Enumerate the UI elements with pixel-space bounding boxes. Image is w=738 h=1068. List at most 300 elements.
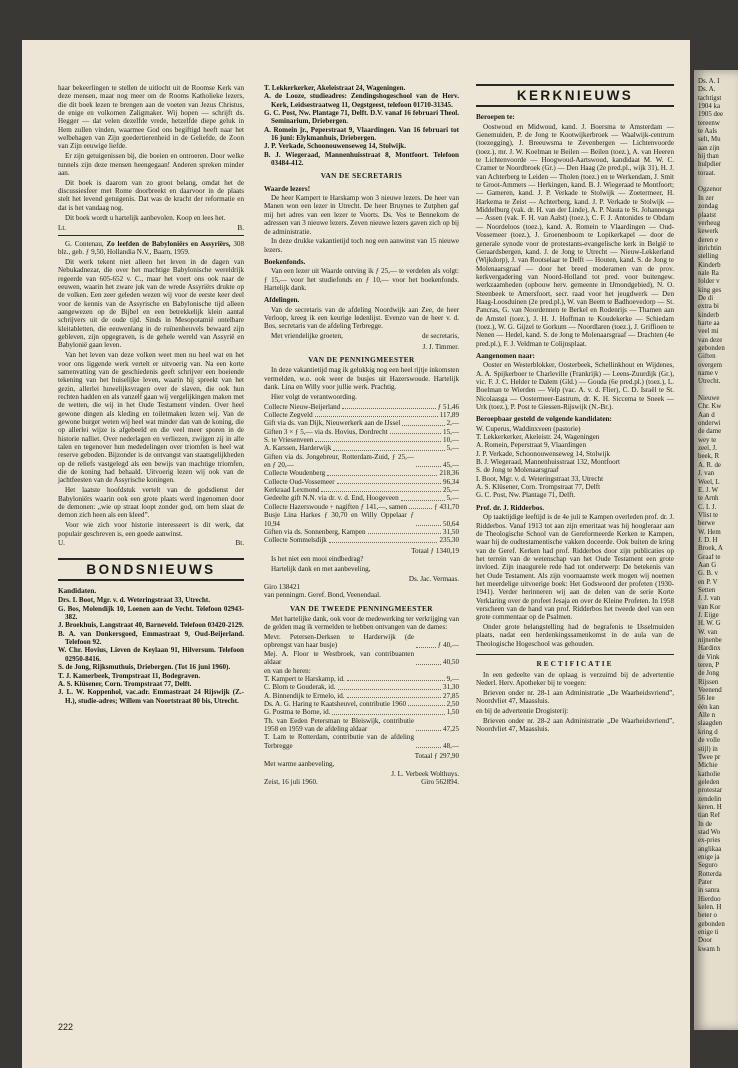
ledger-row [264, 633, 459, 650]
divider [476, 105, 674, 107]
edge-line: de dame [698, 428, 722, 436]
ledger-label: Kerkraad Lexmond [264, 486, 320, 495]
edge-line: enige ti [698, 929, 719, 937]
edge-line: kelen. H [698, 904, 722, 912]
ledger-amount: 40,50 [443, 658, 459, 667]
waarde-lezers: Waarde lezers! [264, 184, 311, 193]
edge-line: inrichtin [698, 244, 722, 252]
edge-line: anglikaa [698, 845, 722, 853]
edge-line: Utrecht. [698, 378, 721, 386]
ledger-row [264, 403, 459, 411]
review-paragraph: Dit werk tekent niet alleen het leven in de dagen van Nebukadnezar, die over het machtige Babylonische wereldrijk regeerde van 605-652 v. C., maar het voert ons ook naar de eeuwen, waarin het zware juk van de wrede Assyriërs drukte op de volken. Een zeer geleden wezen wij voor de eerste keer deel voor de kennis van de Assyrische en Babylonische tijd alleen aangewezen op de Bijbel en een betrekkelijk klein aantal schrijvers uit de oude tijd. Sinds in Mesopotamië ontelbare kleitabletten, die eeuwenlang in de ruïnenheuvels bewaard zijn gebleven, zijn opgegraven, is de gehele wereld van Assyrië en Babylonië gaan leven. [58, 258, 244, 350]
edge-line: H. W. G [698, 620, 721, 628]
ledger-label: Ds. A. G. Haring te Kaatsheuvel, contributie 1960 [264, 699, 407, 708]
list-item: A. Romein, Peperstraat 9, Vlaardingen [476, 441, 586, 450]
penning-ledger [264, 403, 459, 545]
edge-line: zeel, J. [698, 445, 717, 453]
edge-line: G. B. v [698, 570, 718, 578]
ledger-label: A. Karssen, Harderwijk [264, 444, 332, 453]
leader-dots [321, 491, 441, 492]
edge-line: te Arnh [698, 495, 719, 503]
edge-line: deren e [698, 236, 719, 244]
ledger-label: Giften 3 × ƒ 5,— via ds. Hovius, Dordrecht [264, 427, 388, 436]
ledger-amount: 96,34 [443, 477, 459, 486]
edge-line: stad Wo [698, 828, 721, 836]
intro-paragraph: Dit boek wordt u hartelijk aanbevolen. Koop en lees het. [65, 213, 226, 222]
edge-line: Veenend [698, 687, 722, 695]
kerknieuws-title: KERKNIEUWS [516, 88, 634, 103]
divider [58, 235, 244, 236]
paragraph: Hier volgt de verantwoording. [271, 392, 357, 401]
ledger-amount: 218,36 [439, 469, 459, 478]
tweede-total: Totaal ƒ 297,90 [414, 751, 459, 760]
edge-line [698, 387, 736, 395]
edge-line: kring d [698, 728, 718, 736]
ledger-label: Collecte Oud-Vossemeer [264, 477, 335, 486]
ledger-label: Giften via ds. Jongebreur, Rotterdam-Zuid, ƒ 25,— en ƒ 20,— [264, 452, 414, 470]
list-item: S. de Jong, Rijksmuthuis, Driebergen. (Tot 16 juni 1960). [58, 663, 231, 672]
penning-giro-2: van penningm. Geref. Bond, Veenendaal. [264, 591, 381, 600]
edge-line: van Kor [698, 603, 721, 611]
ledger-amount: 45,— [443, 461, 459, 470]
review-paragraph: Voor wie zich voor historie interesseert is dit werk, dat populair geschreven is, een goede aanwinst. [58, 521, 244, 538]
edge-line: stelling [698, 253, 719, 261]
leader-dots [416, 747, 441, 748]
column-middle [264, 84, 459, 789]
edge-line: 1905 dee [698, 111, 724, 119]
list-item: A. Romein jr., Peperstraat 9, Vlaardingen. Van 16 februari tot 16 juni: Elykmanhuis, Driebergen. [264, 125, 459, 143]
afdelingen-heading: Afdelingen. [264, 296, 300, 305]
edge-line: nale Ra [698, 269, 719, 277]
ledger-label: A. Binnendijk te Ermelo, id. [264, 691, 345, 700]
tweede-footer [264, 778, 459, 786]
ledger-row [264, 511, 459, 528]
ledger-amount: 15,— [443, 427, 459, 436]
leader-dots [416, 647, 436, 648]
groet [264, 332, 459, 340]
edge-line: gebonden [698, 920, 725, 928]
ledger-label: Collecte Nieuw-Beijerland [264, 402, 341, 411]
ledger-label: Th. van Eeden Petersman te Bleiswijk, contributie 1958 en 1959 van de afdeling aldaar [264, 716, 414, 733]
paragraph: Ooster en Westerblokker, Oosterbeek, Schellinkhout en Wijdenes, A. A. Spijkerboer te Charleville (Frankrijk) — Leens-Zuurdijk (Gr.), vic. F. J. C. Helder te Dalem (Gld.) — Gouda (6e pred.pl.) (toez.), L. Boelman te Wierden — Velp (vac. A. v. d. Flier), C. D. Israël te St. Nicolaasga — Oostermeer-Eastrum, dr. K. H. Siccema te Sneek — Urk (toez.), P. Post te Giessen-Rijswijk (N.-Br.). [476, 361, 674, 412]
edge-line: katholie [698, 770, 721, 778]
edge-line: Hierdoo [698, 895, 721, 903]
kandidaten-list [58, 596, 244, 704]
edge-line: kewerk [698, 228, 719, 236]
edge-line: de Vink [698, 653, 720, 661]
edge-line: de volle [698, 737, 721, 745]
edge-line: protestar [698, 787, 723, 795]
page-number: 222 [58, 1022, 74, 1032]
paragraph: Oostwoud en Midwoud, kand. J. Boersma te Amsterdam — Genemuiden, P. de Jong te Kootwijkerbroek — Waalwijk-centrum (toezegging), J. Breeuwsma te Zevenbergen — Lichtenvoorde (toez.), mr. J. W. Koelman te Beilen — Beilen (toez.), A. van Heeren te Lichtenvoorde — Hoogwoud-Aartswoud, kandidaat M. W. C. Cramer te Noordbroek (Gr.) — Den Haag (2e pred.pl., wijk 31), H. J. van Achterberg te Leiden — Tholen (toez.) en te Werkendam, J. Smit te Groot-Ammers — Herkingen, kand. B. J. Wiegeraad te Montfoort; — Gameren, kand. J. P. Verkade te Stolwijk — Zoetermeer, H. Harkema te Zeist — Achterberg, kand. J. P. Verkade te Stolwijk — Middelburg (vak. dr. H. van der Linde), A. P. Nauta te St. Johannesga — Assen (vak. F. H. van Aalst) (toez.), C. F. J. Antonides te Obdam — Noordeloos (toez.), kand. A. Romein te Vlaardingen — Oud-Vossemeer (toez.), J. Groenenboom te Lopikerkapel — door de generale synode voor de protestants-evangelische kerk in België te Geraardsbergen, kand. J. de Jong te Utrecht — Nieuw-Lekkerland (Wijkdorp), J. van Rootselaar te Delft — Houten, kand. S. de Jong te Molenaarsgraaf — door het breed moderamen van de prov. kerkvergadering van Noord-Holland tot pred. voor buitengew. werkzaamheden (opbouw herv. gemeente in IJmondgebied), N. O. Steenbeek te Amersfoort, secr. raad voor het jeugdwerk — Den Haag-Loosduinen (2e pred.pl.), W. van Beem te Badhoevedorp — St. Pancras, G. van Noordennen te Berkel en Rodenrijs — Thamen aan de Amstel (toez.), J. H. J. Hoffman te Koudekerke — Schiedam (toez.), W. G. Gijzel te Gorkum — Noordlaren (toez.), J. Griffioen te Nenen — Hedel, kand. S. de Jong te Molenaarsgraaf — Drachten (4e pred.pl.), F. J. Veldman te Colijnsplaat. [476, 122, 674, 348]
edge-line: één kan [698, 703, 720, 711]
edge-line: plaatst [698, 211, 716, 219]
penning-total: Totaal ƒ 1340,19 [411, 546, 459, 555]
beroepbaar-list [476, 425, 674, 500]
edge-line: tachtigst [698, 94, 722, 102]
edge-line: J. D. H [698, 536, 718, 544]
edge-line: Weel, L [698, 478, 720, 486]
ledger-amount: 48,— [443, 741, 459, 750]
ledger-label: T. Kampert te Harskamp, id. [264, 674, 345, 683]
edge-line: Twee pr [698, 753, 721, 761]
ledger-label: Collecte Zegveld [264, 411, 313, 420]
paragraph: Met warme aanbeveling, [264, 760, 335, 769]
aangenomen-heading: Aangenomen naar: [476, 351, 535, 360]
edge-line: Door [698, 937, 713, 945]
next-page-edge [694, 70, 738, 1030]
review-paragraph: Van het leven van deze volken weet men nu heel wat en het voor ons liggende werk vertelt er uitvoerig van. Na een korte samenvatting van de geschiedenis geeft schrijver een boeiende tekening van het huiselijke leven, waarin hij spreekt van het gezin, allerlei huwelijksvragen over de slaven, die ook hun rechten hadden en als vanzelf gaan wij vergelijkingen maken met de wetten, die wij in het Oude Testament vinden. Over heel gewone dingen als kleding en toiletmaken lezen wij. Van de gewone burger weten wij heel wat minder dan van de koning, die op allerlei wijze is afgebeeld en die veel meer sporen in de historie nalliet. Over nederlagen en verliezen, zwijgen zij in alle talen en tegenover hun mededelingen over triomfen is heel wat reserve geboden. Bijzonder is de ontvangst van staatsgelijkheden op de reliefs vastgelegd als een bewijs van machtige triomfen, die de koning had behaald. Uitvoerig lezen wij ook van de jachtfeesten van de Assyrische koningen. [58, 351, 244, 485]
list-item: W. Chr. Hovius, Lieven de Keylaan 91, Hilversum. Telefoon 02950-8416. [58, 646, 244, 663]
edge-line: gebonden [698, 345, 725, 352]
signature-left: Lt. [58, 223, 67, 232]
ledger-row [264, 478, 459, 486]
ledger-row [264, 411, 459, 419]
edge-line: A. R. de [698, 461, 721, 469]
list-item: T. J. Kamerbeek, Trompstraat 11, Bodegraven. [58, 671, 201, 680]
leader-dots [401, 500, 445, 501]
review-heading [58, 240, 244, 257]
secretaris-title: VAN DE SECRETARIS [320, 171, 403, 181]
ledger-row [264, 528, 459, 536]
edge-line: Chr. Kw [698, 403, 722, 411]
signature-right: Bt. [235, 539, 244, 548]
ledger-label: Collecte Hazerswoude + nagiften ƒ 141,—, samen [264, 502, 408, 511]
ledger-row [264, 717, 459, 734]
edge-line: Setten [698, 586, 716, 594]
tweede-title: VAN DE TWEEDE PENNINGMEESTER [290, 603, 433, 613]
leader-dots [416, 466, 441, 467]
ledger-amount: 27,85 [443, 691, 459, 700]
edge-line: overgem [698, 361, 722, 369]
signature-left: U. [58, 539, 65, 548]
edge-line: selt, Mu [698, 136, 721, 144]
edge-line: Ds. A. I [698, 78, 720, 85]
list-item: J. L. W. Koppenhol, vac.adr. Emmastraat 24 Rijswijk (Z.-H.), studie-adres; Willem van Noortstraat 80 bis, Utrecht. [58, 688, 244, 705]
edge-line: ex-pries [698, 837, 721, 845]
ledger-row [264, 708, 459, 716]
signature-right: B. [237, 223, 244, 232]
edge-line: slaagden [698, 720, 723, 728]
edge-line: beek, R [698, 453, 720, 461]
next-page-text [698, 78, 736, 954]
list-item: J. P. Verkade, Schoonouwenseweg 14, Stolwijk. [264, 142, 407, 151]
edge-line: onderwi [698, 420, 721, 428]
edge-line: toraat. [698, 169, 716, 177]
leader-dots [327, 475, 437, 476]
ledger-amount: 5,— [446, 494, 459, 503]
edge-line: tian Ref [698, 812, 721, 820]
paragraph: Is het niet een mooi eindbedrag? [271, 554, 364, 563]
edge-line: king ges [698, 286, 722, 294]
edge-line: extra bi [698, 303, 719, 311]
review-title: Zo leefden de Babyloniërs en Assyriërs, [106, 239, 231, 248]
leader-dots [315, 441, 441, 442]
ledger-label: C. Blom te Gouderak, id. [264, 683, 336, 692]
ledger-amount: 1,50 [446, 708, 459, 717]
edge-line: Vlist te [698, 511, 719, 519]
ledger-amount: 31,50 [443, 527, 459, 536]
ledger-label: G. Postma te Borne, id. [264, 708, 331, 717]
list-item: B. A. van Donkersgoed, Emmastraat 9, Oud-Beijerland. Telefoon 92. [58, 629, 244, 647]
edge-line: Aan d [698, 411, 715, 419]
ledger-amount: 2,50 [446, 699, 459, 708]
leader-dots [329, 542, 438, 543]
ledger-row [264, 444, 459, 452]
edge-line: verheug [698, 219, 721, 227]
edge-line: geleden [698, 778, 720, 786]
edge-line: name v [698, 370, 719, 378]
penning-giro: Giro 138421 [264, 582, 301, 591]
edge-line: aan zijn [698, 144, 720, 152]
ledger-row [264, 536, 459, 544]
ledger-amount: 9,— [446, 674, 459, 683]
ledger-amount: 117,89 [439, 411, 459, 420]
paragraph: Op taaktijdige leeftijd is de 4e juli te Kampen overleden prof. dr. J. Ridderbos. Vanaf 1913 tot aan zijn emeritaat was hij hoogleraar aan de Theologische School van de Gereformeerde Kerken te Kampen, waar hij de oudtestamentische vakken doceerde. Ook buiten de kring van de Geref. Kerken had prof. Ridderbos door zijn publicaties op het terrein van de wetenschap van het Oude Testament een grote invloed. Zijn inaugurele rede had tot onderwerp: De betekenis van het Oude Testament. Als zijn voornaamste werk mogen wij noemen het meerdelige uitvoerige boek: Het Godswoord der profeten (1930-1941). Verder herinneren wij aan de delen van de serie Korte Verklaring over de profeet Jesaja en over de Kleine Profeten. In 1958 verscheen van de hand van prof. Ridderbos het tweede deel van een grote commentaar op de Psalmen. [476, 513, 674, 622]
list-item: W. Cuperus, Waddinxveen (pastorie) [476, 424, 581, 433]
ledger-row [264, 733, 459, 750]
list-item: T. Lekkerkerker, Akeleistr. 24, Wageningen [476, 433, 600, 442]
intro-paragraph: Dit boek is daarom van zo groot belang, omdat het de discussiesfeer met Rome doorbreekt en daarvoor in de plaats stelt het levend getuigenis. Dat was de kracht der reformatie en dat is het vandaag nog. [58, 178, 244, 212]
edge-line [698, 178, 736, 186]
paragraph: Brieven onder nr. 28-1 aan Administratie „De Waarheidsvriend”, Noordvliet 47, Maassluis. [476, 688, 674, 706]
divider [476, 84, 674, 86]
edge-line: J. van [698, 470, 715, 478]
leader-dots [347, 680, 445, 681]
ledger-amount: 31,30 [443, 683, 459, 692]
edge-line: Alle n [698, 712, 716, 720]
edge-line: nijnenbe [698, 637, 722, 645]
leader-dots [332, 714, 444, 715]
signature [58, 539, 244, 547]
edge-line: enige ja [698, 853, 720, 861]
edge-line: J. Eijge [698, 612, 719, 619]
ledger-row [264, 486, 459, 494]
edge-line: Michie [698, 762, 718, 770]
intro-paragraph: Er zijn getuigenissen bij, die boeien en ontroeren. Door welke tunnels zijn deze mensen heengegaan! Anderen spreken minder aan. [58, 152, 244, 177]
list-item: S. de Jong te Molenaarsgraaf [476, 466, 559, 475]
edge-line: de Jong [698, 670, 720, 678]
magazine-page [22, 40, 690, 1068]
ledger-row [264, 503, 459, 511]
paragraph: Van de secretaris van de afdeling Noordwijk aan Zee, de heer Verloop, kreeg ik een keurige ledenlijst. Evenzo van de heer v. d. Bos, secretaris van de afdeling Terbregge. [264, 305, 459, 331]
ledger-amount: 10,— [443, 436, 459, 445]
list-item: G. C. Post, Nw. Plantage 71, Delft. [476, 491, 576, 500]
beroepbaar-heading: Beroepbaar gesteld de volgende kandidaten: [476, 415, 612, 424]
list-item: G. Bos, Molendijk 10, Loenen aan de Vecht. Telefoon 02943-382. [58, 604, 244, 622]
list-item: J. P. Verkade, Schoonouwenseweg 14, Stolwijk [476, 449, 611, 458]
edge-line: wey te [698, 436, 717, 444]
ledger-label: Collecte Sommelsdijk [264, 536, 327, 545]
leader-dots [416, 525, 441, 526]
paragraph: Hartelijk dank en met aanbeveling, [271, 564, 371, 573]
ledger-row [264, 675, 459, 683]
ledger-row [264, 453, 459, 470]
edge-line: harte aa [698, 319, 720, 327]
edge-line: kinderb [698, 311, 720, 319]
edge-line: Broek, A [698, 545, 723, 553]
ledger-amount: ƒ 40,— [437, 641, 459, 650]
edge-line: In de [698, 820, 712, 828]
ledger-amount: ƒ 51,46 [437, 402, 459, 411]
edge-line: De di [698, 294, 714, 302]
groet-left: Met vriendelijke groeten, [271, 332, 343, 341]
edge-line: C. I. J. [698, 503, 717, 511]
ledger-amount: 50,64 [443, 519, 459, 528]
list-item: G. C. Post, Nw. Plantage 71, Delft. D.V. vanaf 16 februari Theol. Seminarium, Driebergen. [264, 109, 459, 126]
ledger-label: Giften via ds. Sonnenberg, Kampen [264, 527, 366, 536]
edge-line: Rijssen [698, 678, 719, 686]
ledger-row [264, 683, 459, 691]
edge-line: berwe [698, 520, 715, 528]
edge-line: van deze [698, 336, 723, 344]
leader-dots [338, 689, 442, 690]
list-item: I. Boot, Mgr. v. d. Weteringstraat 33, Utrecht [476, 474, 604, 483]
divider [58, 579, 244, 581]
tweede-place: Zeist, 16 juli 1960. [264, 778, 318, 787]
edge-line: Hardinx [698, 645, 721, 653]
edge-line: beter o [698, 912, 717, 920]
ledger-amount: 2,— [446, 419, 459, 428]
edge-line: stijl) in [698, 745, 718, 753]
ledger-row [264, 667, 459, 675]
divider [476, 654, 674, 655]
tweede-giro: Giro 562894. [421, 778, 459, 787]
edge-line: kwam h [698, 945, 721, 953]
edge-line: 56 lee [698, 695, 715, 703]
edge-line: J. J. van [698, 595, 721, 603]
edge-line: in sanra [698, 887, 720, 895]
edge-line: W. van [698, 628, 718, 636]
ledger-amount: 235,30 [439, 536, 459, 545]
paragraph: Onder grote belangstelling had de begrafenis te IJsselmuiden plaats, nadat een herdenkingssamenkomst in de aula van de Theologische Hogeschool was gehouden. [476, 623, 674, 648]
leader-dots [416, 664, 441, 665]
paragraph: en bij de advertentie Drogisterij: [476, 706, 569, 715]
leader-dots [408, 705, 445, 706]
paragraph: Brieven onder nr. 28-2 aan Administratie „De Waarheidsvriend”, Noordvliet 47, Maassluis. [476, 716, 674, 734]
rectificatie-title: RECTIFICATIE [536, 659, 614, 669]
tweede-ledger [264, 633, 459, 750]
edge-line: zondag [698, 203, 718, 211]
edge-line: 1904 ka [698, 103, 721, 111]
ridderbos-heading: Prof. dr. J. Ridderbos. [476, 503, 545, 512]
list-item: A. S. Klüsener, Corn. Trompstraat 77, Delft. [58, 679, 192, 688]
beroepen-heading: Beroepen te: [476, 113, 515, 122]
ledger-amount: ƒ 431,70 [434, 502, 459, 511]
tweede-signature: J. L. Verbeek Wolthuys. [391, 770, 459, 779]
ledger-label: Mej. A. Floor te Westbroek, van contribuanten aldaar [264, 649, 414, 667]
edge-line: Aan G [698, 561, 717, 569]
column-right [476, 84, 674, 735]
ledger-label: Collecte Woudenberg [264, 469, 326, 478]
penning-title: VAN DE PENNINGMEESTER [308, 354, 415, 364]
ledger-row [264, 692, 459, 700]
edge-line: Graaf te [698, 553, 721, 561]
edge-line: folder v [698, 278, 720, 286]
ledger-amount: 5,— [446, 444, 459, 453]
list-item: B. J. Wiegeraad, Mannenhuisstraat 132, Montfoort [476, 458, 620, 467]
edge-line: veel mi [698, 328, 719, 336]
bondsnieuws-title: BONDSNIEUWS [86, 561, 216, 577]
ledger-row [264, 428, 459, 436]
list-item: B. J. Wiegeraad, Mannenhuisstraat 8, Montfoort. Telefoon 03484-412. [264, 150, 459, 168]
leader-dots [402, 425, 444, 426]
leader-dots [347, 697, 441, 698]
leader-dots [315, 416, 438, 417]
paragraph: In deze drukke vakantietijd toch nog een aanwinst van 15 nieuwe lezers. [264, 237, 459, 254]
leader-dots [368, 533, 442, 534]
leader-dots [409, 508, 432, 509]
edge-line: te Aals [698, 128, 717, 136]
list-item: A. S. Klüsener, Corn. Trompstraat 77, Delft [476, 483, 601, 492]
paragraph: Van een lezer uit Waarde ontving ik ƒ 25,— te verdelen als volgt: ƒ 15,— voor het studiefonds en ƒ 10,— voor het boekenfonds. Hartelijk dank. [264, 267, 459, 293]
intro-paragraph: haar bekeerlingen te stellen de uitlocht uit de Roomse Kerk van deze mensen, maar nog meer om de Rooms Katholieke lezers, die dit boek lezen te brengen aan de voeten van Jezus Christus, de enige en volkomen Zaligmaker. Wij hopen — schrijft ds. Hegger — dat velen dezelfde vrede, hetzelfde diepe geluk in Hem zullen vinden, waarmee God ons begiftigd heeft naar het welbehagen van Zijn goedertierenheid in de Geliefde, de Zoon van Zijn eeuwige liefde. [58, 84, 244, 151]
edge-line: In zer [698, 194, 714, 202]
boekenfonds-heading: Boekenfonds. [264, 258, 306, 267]
ledger-label: Mevr. Petersen-Derksen te Harderwijk (de opbrengst van haar busje) [264, 633, 414, 650]
review-author: G. Contenau, [65, 239, 107, 248]
paragraph: De heer Kampert te Harskamp won 3 nieuwe lezers. De heer van Manen won een lezer in Utrecht. De heer Bruynes te Zutphen gaf mij het adres van een lezer te Voorts. Ds. Vos te Bennekom de adressen van 3 nieuwe lezers. Zeven nieuwe lezers gaven zich op bij de administratie. [264, 194, 459, 236]
ledger-row [264, 469, 459, 477]
leader-dots [337, 483, 441, 484]
edge-line: Ogzenor [698, 186, 722, 194]
review-paragraph: Het laatste hoofdstuk vertelt van de godsdienst der Babyloniërs waarin ook een grote plaats werd ingenomen door de demonen: „wie op straat loopt zonder god, om hem slaat de demon zich heen als een kleed”. [58, 486, 244, 520]
kandidaten-heading: Kandidaten. [58, 587, 97, 596]
leader-dots [390, 433, 441, 434]
edge-line: Nieuwe [698, 395, 720, 403]
edge-line: Kinderb [698, 261, 721, 269]
leader-dots [416, 730, 441, 731]
list-item: J. Broekhuis, Langstraat 40, Barneveld. Telefoon 03420-2129. [58, 621, 244, 630]
edge-line: zendelin [698, 795, 722, 803]
edge-line: E. J. W [698, 486, 719, 494]
edge-line: Ds. A. [698, 86, 716, 94]
edge-line: en P. V [698, 578, 718, 586]
divider [58, 558, 244, 560]
signature [58, 224, 244, 232]
ledger-label: Busje Lina Harkes ƒ 30,70 en Willy Oppelaar ƒ 10,94 [264, 511, 414, 528]
ledger-row [264, 494, 459, 502]
edge-line: hulpdier [698, 161, 721, 169]
paragraph: In deze vakantietijd mag ik gelukkig nog een heel rijtje inkomsten vermelden, w.o. ook weer de busjes uit Hazerswoude. Hartelijk dank. Lina en Willy voor jullie werk. Prachtig. [264, 366, 459, 391]
list-item: A. de Looze, studieadres: Zendingshogeschool van de Herv. Kerk, Leidsestraatweg 11, Oegstgeest, telefoon 01710-31345. [264, 92, 459, 109]
ledger-row [264, 700, 459, 708]
list-item: Drs. I. Boot, Mgr. v. d. Weteringstraat 33, Utrecht. [58, 596, 210, 605]
ledger-amount: 25,— [443, 486, 459, 495]
leader-dots [333, 450, 444, 451]
penning-signature: Ds. Jac. Vermaas. [408, 574, 459, 583]
kandidaten-list-continued [264, 84, 459, 167]
secretaris-name: J. J. Timmer. [422, 342, 459, 351]
paragraph: In een gedeelte van de oplaag is verzuimd bij de advertentie Nederl. Herv. Apotheker bij te voegen: [476, 670, 674, 687]
groet-right: de secretaris, [421, 332, 459, 341]
review-publisher: 308 blz., geb. ƒ 9,50, Hollandia N.V., Baarn, 1959. [58, 239, 245, 257]
ledger-label: en van de heren: [264, 666, 311, 675]
edge-line: Giften [698, 353, 716, 361]
ledger-label: T. Lam te Rotterdam, contributie van de afdeling Terbregge [264, 733, 414, 750]
ledger-amount: 47,25 [443, 724, 459, 733]
leader-dots [342, 408, 435, 409]
edge-line: Rotterda [698, 870, 722, 878]
ledger-label: S. te Vriesenveen [264, 436, 314, 445]
edge-line: W. Hem [698, 528, 721, 536]
ledger-row [264, 419, 459, 427]
column-left [58, 84, 244, 705]
edge-line: Seguro [698, 862, 718, 870]
list-item: T. Lekkerkerker, Akeleistraat 24, Wageningen. [264, 84, 406, 92]
paragraph: Met hartelijke dank, ook voor de medewerking ter verkrijging van de gelden mag ik vermelden te hebben ontvangen van de dames: [264, 614, 459, 632]
edge-line: keren. H [698, 803, 722, 811]
